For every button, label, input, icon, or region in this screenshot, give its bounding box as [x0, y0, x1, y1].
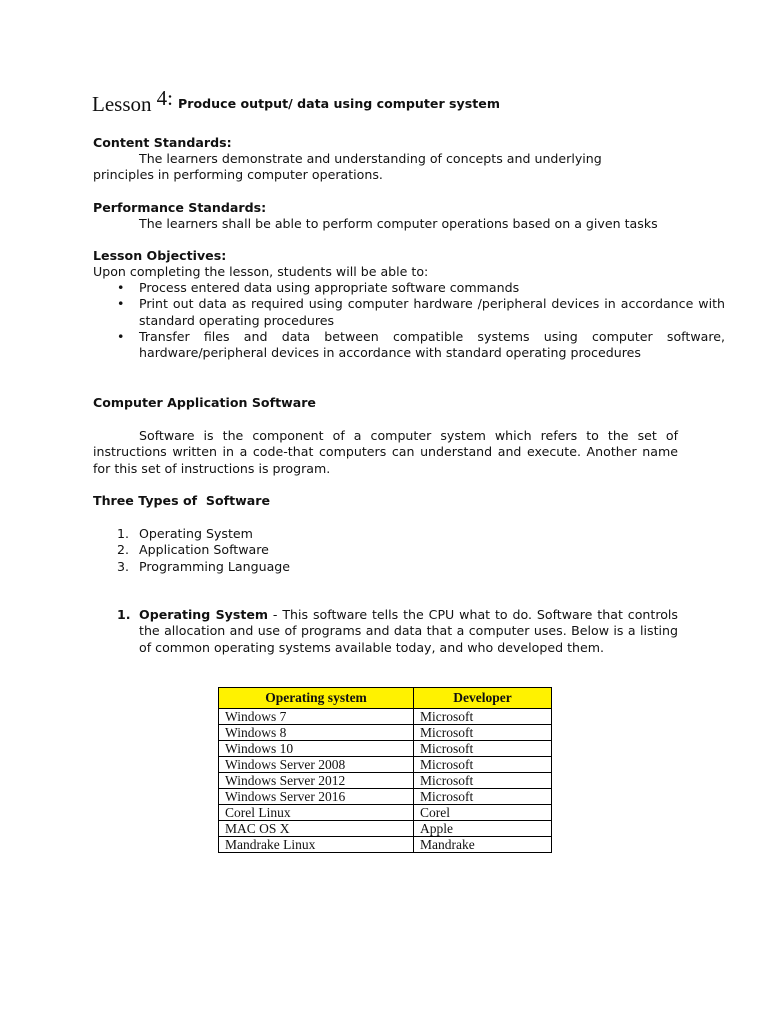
list-item: [93, 296, 725, 329]
lesson-objectives-heading: Lesson Objectives:: [93, 248, 227, 263]
three-types-heading: Three Types of Software: [93, 493, 270, 508]
table-row: [219, 757, 552, 773]
list-item: [93, 542, 290, 558]
developer-cell: Microsoft: [414, 757, 552, 773]
lesson-number: 4:: [156, 86, 173, 110]
list-item: [93, 559, 290, 575]
table-row: [219, 773, 552, 789]
performance-standards-text: The learners shall be able to perform computer operations based on a given tasks: [139, 216, 658, 231]
list-item: [93, 280, 725, 296]
bullet-icon: •: [117, 296, 125, 312]
table-header-row: [219, 688, 552, 709]
table-row: [219, 789, 552, 805]
os-cell: Windows 8: [219, 725, 414, 741]
os-cell: Windows 10: [219, 741, 414, 757]
developer-cell: Microsoft: [414, 773, 552, 789]
table-row: [219, 709, 552, 725]
developer-cell: Microsoft: [414, 725, 552, 741]
developer-cell: Microsoft: [414, 789, 552, 805]
objective-text: Process entered data using appropriate software commands: [139, 280, 520, 295]
os-cell: Mandrake Linux: [219, 837, 414, 853]
developer-cell: Microsoft: [414, 741, 552, 757]
list-item: [93, 329, 725, 362]
lesson-word: Lesson: [92, 92, 152, 116]
list-number: 2.: [117, 542, 130, 558]
list-item: [93, 526, 290, 542]
type-label: Programming Language: [139, 558, 291, 574]
lesson-objectives-intro: Upon completing the lesson, students will be able to:: [93, 264, 429, 279]
lesson-heading: Produce output/ data using computer system: [178, 96, 500, 111]
bullet-icon: •: [117, 328, 125, 344]
computer-application-software-heading: Computer Application Software: [93, 395, 316, 410]
table-row: [219, 805, 552, 821]
developer-cell: Apple: [414, 821, 552, 837]
os-section-term: Operating System: [139, 607, 269, 622]
type-label: Operating System: [139, 526, 253, 541]
os-cell: Windows Server 2016: [219, 789, 414, 805]
table-row: [219, 741, 552, 757]
list-number: 3.: [117, 558, 130, 574]
column-header-developer: Developer: [414, 688, 552, 709]
os-section-description: - This software tells the CPU what to do. Software that controls the allocation and use of programs and data that a computer uses. Below is a listing of common operating systems available today, and who developed them.: [139, 607, 678, 655]
software-types-list: [93, 526, 290, 575]
os-cell: Corel Linux: [219, 805, 414, 821]
developer-cell: Corel: [414, 805, 552, 821]
bullet-icon: •: [117, 280, 125, 295]
os-cell: MAC OS X: [219, 821, 414, 837]
objective-text: Print out data as required using computer hardware /peripheral devices in accordance with standard operating procedures: [139, 296, 725, 328]
objectives-list: [93, 280, 725, 361]
os-cell: Windows 7: [219, 709, 414, 725]
list-number: 1.: [117, 526, 130, 541]
performance-standards-heading: Performance Standards:: [93, 200, 267, 215]
content-standards-line2: principles in performing computer operations.: [93, 167, 383, 182]
os-cell: Windows Server 2008: [219, 757, 414, 773]
developer-cell: Mandrake: [414, 837, 552, 853]
column-header-os: Operating system: [219, 688, 414, 709]
table-row: [219, 821, 552, 837]
os-cell: Windows Server 2012: [219, 773, 414, 789]
os-section-number: 1.: [117, 607, 131, 622]
os-developer-table: [218, 687, 552, 853]
objective-text: Transfer files and data between compatible systems using computer software, hardware/peripheral devices in accordance with standard operating procedures: [139, 328, 725, 361]
content-standards-line1: The learners demonstrate and understanding of concepts and underlying: [139, 151, 602, 166]
table-row: [219, 725, 552, 741]
lesson-title: [92, 86, 500, 117]
table-row: [219, 837, 552, 853]
os-section-paragraph: [139, 607, 678, 656]
content-standards-heading: Content Standards:: [93, 135, 232, 150]
type-label: Application Software: [139, 542, 269, 558]
developer-cell: Microsoft: [414, 709, 552, 725]
software-paragraph: Software is the component of a computer system which refers to the set of instructions written in a code-that computers can understand and execute. Another name for this set of instructions is program.: [93, 428, 678, 476]
